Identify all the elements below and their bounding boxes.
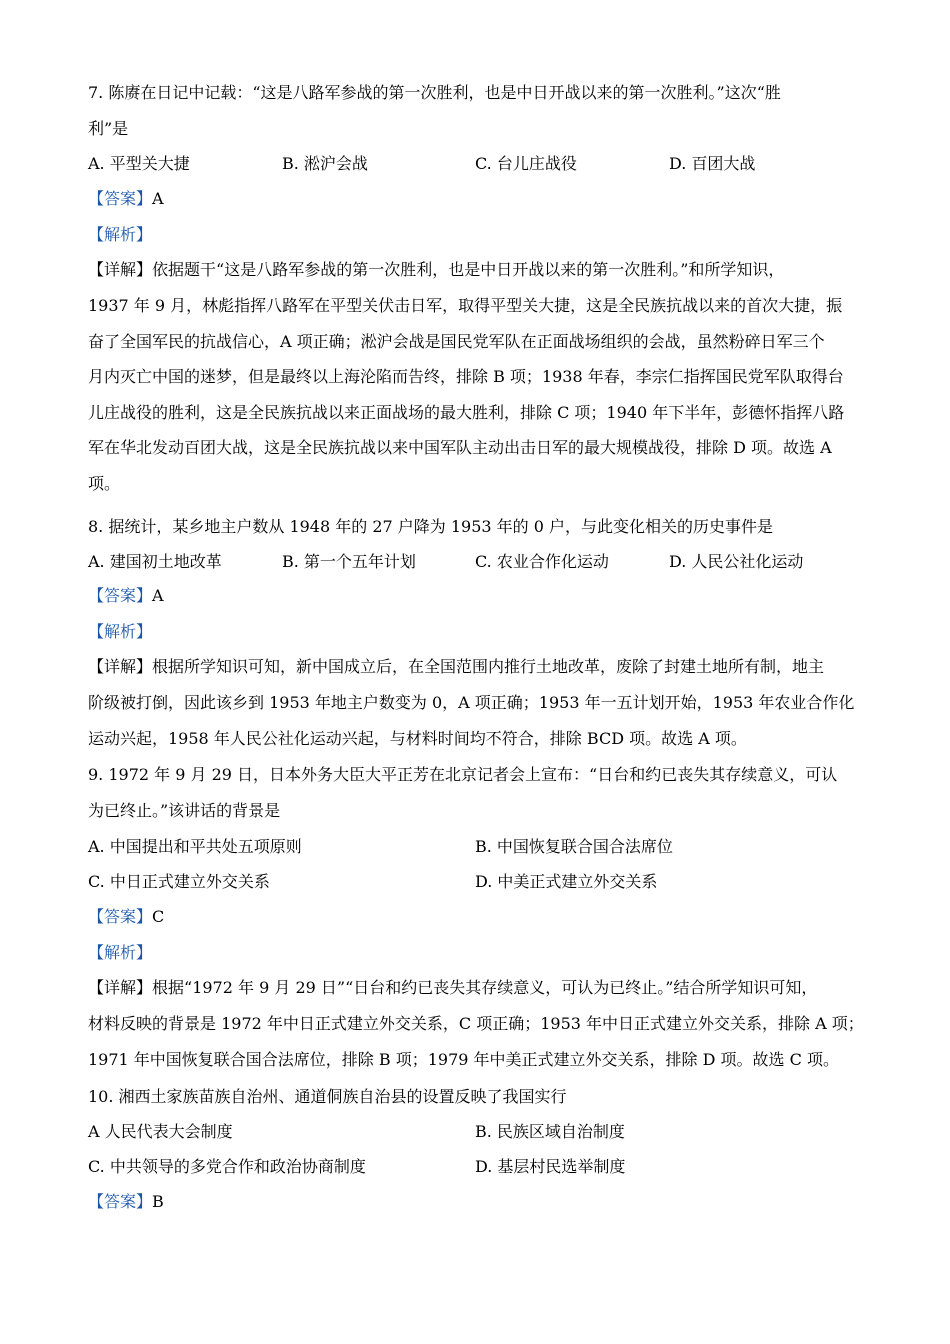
q10-option-a: A 人民代表大会制度 — [88, 1122, 233, 1141]
detail-text: 根据“1972 年 9 月 29 日”“日台和约已丧失其存续意义，可认为已终止。”结合所学知识可知， — [152, 978, 818, 997]
q7-option-a: A. 平型关大捷 — [88, 154, 190, 173]
detail-tag: 【详解】 — [88, 260, 153, 279]
q7-detail-line-2: 1937 年 9 月，林彪指挥八路军在平型关伏击日军，取得平型关大捷，这是全民族抗战以来的首次大捷，振 — [88, 296, 843, 315]
q7-detail-line-1 — [88, 260, 784, 280]
answer-tag: 【答案】 — [88, 586, 153, 605]
q8-stem: 8. 据统计，某乡地主户数从 1948 年的 27 户降为 1953 年的 0 户，与此变化相关的历史事件是 — [88, 517, 774, 536]
q7-detail-line-3: 奋了全国军民的抗战信心，A 项正确；淞沪会战是国民党军队在正面战场组织的会战，虽然粉碎日军三个 — [88, 332, 825, 351]
q10-option-c: C. 中共领导的多党合作和政治协商制度 — [88, 1157, 366, 1176]
q8-answer — [88, 586, 164, 606]
q7-option-b: B. 淞沪会战 — [282, 154, 368, 173]
q9-detail-line-2: 材料反映的背景是 1972 年中日正式建立外交关系，C 项正确；1953 年中日正式建立外交关系，排除 A 项； — [88, 1014, 864, 1033]
q8-detail-line-1 — [88, 657, 824, 677]
detail-tag: 【详解】 — [88, 657, 153, 676]
analysis-tag: 【解析】 — [88, 943, 153, 962]
answer-value: A — [152, 189, 164, 208]
detail-text: 根据所学知识可知，新中国成立后，在全国范围内推行土地改革，废除了封建土地所有制，地主 — [152, 657, 825, 676]
answer-tag: 【答案】 — [88, 1192, 153, 1211]
answer-value: B — [152, 1192, 164, 1211]
q7-option-c: C. 台儿庄战役 — [475, 154, 577, 173]
q10-option-d: D. 基层村民选举制度 — [475, 1157, 626, 1176]
q7-detail-line-4: 月内灭亡中国的迷梦，但是最终以上海沦陷而告终，排除 B 项；1938 年春，李宗仁指挥国民党军队取得台 — [88, 367, 844, 386]
q9-option-c: C. 中日正式建立外交关系 — [88, 872, 270, 891]
detail-tag: 【详解】 — [88, 978, 153, 997]
q8-analysis — [88, 622, 152, 642]
q7-detail-line-5: 儿庄战役的胜利，这是全民族抗战以来正面战场的最大胜利，排除 C 项；1940 年下半年，彭德怀指挥八路 — [88, 403, 845, 422]
detail-text: 依据题干“这是八路军参战的第一次胜利，也是中日开战以来的第一次胜利。”和所学知识， — [152, 260, 785, 279]
q10-option-b: B. 民族区域自治制度 — [475, 1122, 625, 1141]
answer-value: C — [152, 907, 165, 926]
answer-tag: 【答案】 — [88, 189, 153, 208]
q7-option-d: D. 百团大战 — [669, 154, 756, 173]
answer-tag: 【答案】 — [88, 907, 153, 926]
q9-answer — [88, 907, 164, 927]
answer-value: A — [152, 586, 164, 605]
q7-stem-line-2: 利”是 — [88, 119, 129, 138]
q8-option-d: D. 人民公社化运动 — [669, 552, 804, 571]
q9-detail-line-3: 1971 年中国恢复联合国合法席位，排除 B 项；1979 年中美正式建立外交关系，排除 D 项。故选 C 项。 — [88, 1050, 839, 1069]
q9-detail-line-1 — [88, 978, 817, 998]
q8-detail-line-3: 运动兴起，1958 年人民公社化运动兴起，与材料时间均不符合，排除 BCD 项。故选 A 项。 — [88, 729, 747, 748]
q9-option-b: B. 中国恢复联合国合法席位 — [475, 837, 673, 856]
q7-stem-line-1: 7. 陈赓在日记中记载：“这是八路军参战的第一次胜利，也是中日开战以来的第一次胜利。”这次“胜 — [88, 83, 781, 102]
q10-stem: 10. 湘西土家族苗族自治州、通道侗族自治县的设置反映了我国实行 — [88, 1087, 567, 1106]
analysis-tag: 【解析】 — [88, 225, 153, 244]
q9-option-d: D. 中美正式建立外交关系 — [475, 872, 658, 891]
q8-detail-line-2: 阶级被打倒，因此该乡到 1953 年地主户数变为 0，A 项正确；1953 年一五计划开始，1953 年农业合作化 — [88, 693, 855, 712]
q9-analysis — [88, 943, 152, 963]
analysis-tag: 【解析】 — [88, 622, 153, 641]
q9-stem-line-2: 为已终止。”该讲话的背景是 — [88, 801, 281, 820]
q9-stem-line-1: 9. 1972 年 9 月 29 日，日本外务大臣大平正芳在北京记者会上宣布：“日台和约已丧失其存续意义，可认 — [88, 765, 838, 784]
q7-analysis — [88, 225, 152, 245]
q8-option-a: A. 建国初土地改革 — [88, 552, 222, 571]
q7-detail-line-6: 军在华北发动百团大战，这是全民族抗战以来中国军队主动出击日军的最大规模战役，排除 D 项。故选 A — [88, 438, 832, 457]
q10-answer — [88, 1192, 164, 1212]
q8-option-c: C. 农业合作化运动 — [475, 552, 609, 571]
q8-option-b: B. 第一个五年计划 — [282, 552, 416, 571]
q7-answer — [88, 189, 164, 209]
q9-option-a: A. 中国提出和平共处五项原则 — [88, 837, 302, 856]
q7-detail-line-7: 项。 — [88, 474, 121, 493]
